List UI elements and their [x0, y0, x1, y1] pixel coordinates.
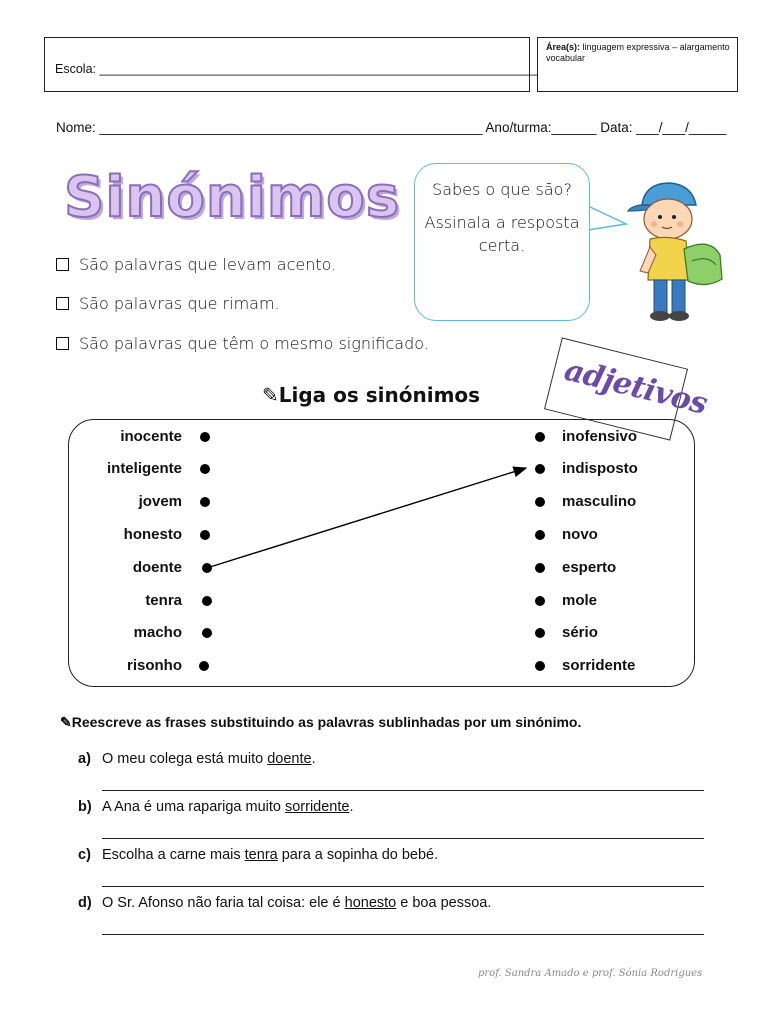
- checkbox-2[interactable]: [56, 297, 69, 310]
- option-1[interactable]: [56, 255, 336, 274]
- area-label: Área(s):: [546, 42, 581, 52]
- sentence-letter: b): [78, 799, 92, 815]
- right-dot-indisposto[interactable]: [535, 464, 545, 474]
- sentence-text: A Ana é uma rapariga muito: [102, 799, 285, 815]
- left-word-honesto: honesto: [123, 526, 182, 543]
- left-dot-macho[interactable]: [202, 628, 212, 638]
- left-dot-jovem[interactable]: [200, 497, 210, 507]
- page-title: Sinónimos: [64, 165, 401, 230]
- answer-line[interactable]: [102, 934, 704, 935]
- right-word-sério: sério: [562, 624, 598, 641]
- speech-bubble: [414, 163, 590, 321]
- right-dot-sério[interactable]: [535, 628, 545, 638]
- option-2[interactable]: [56, 294, 280, 313]
- matching-title: ✎Liga os sinónimos: [262, 383, 481, 407]
- left-word-tenra: tenra: [145, 592, 182, 609]
- right-word-esperto: esperto: [562, 559, 617, 576]
- sentence-text-end: .: [349, 799, 354, 815]
- sentence-text-end: para a sopinha do bebé.: [277, 847, 439, 863]
- answer-line[interactable]: [102, 886, 704, 887]
- left-word-doente: doente: [132, 559, 182, 576]
- sentence-a: [78, 751, 316, 767]
- sentence-letter: a): [78, 751, 91, 767]
- left-dot-honesto[interactable]: [200, 530, 210, 540]
- sentence-letter: c): [78, 847, 91, 863]
- answer-line[interactable]: [102, 790, 704, 791]
- right-word-inofensivo: inofensivo: [562, 428, 638, 445]
- boy-illustration-icon: [620, 175, 730, 325]
- option-3[interactable]: [56, 334, 429, 353]
- underlined-word: sorridente: [284, 799, 350, 815]
- sentence-text: O meu colega está muito: [102, 751, 268, 767]
- left-word-inocente: inocente: [120, 428, 182, 445]
- area-box: [537, 37, 738, 92]
- left-dot-inteligente[interactable]: [200, 464, 210, 474]
- name-class-date-line[interactable]: Nome: ___________________________________________________ Ano/turma:______ Data: ___/___/_____: [56, 120, 727, 135]
- left-dot-tenra[interactable]: [202, 596, 212, 606]
- right-dot-esperto[interactable]: [535, 563, 545, 573]
- left-dot-doente[interactable]: [202, 563, 212, 573]
- sentence-text-end: .: [311, 751, 316, 767]
- right-dot-inofensivo[interactable]: [535, 432, 545, 442]
- school-field[interactable]: Escola: _______________________________________________________________: [55, 62, 538, 76]
- right-word-mole: mole: [562, 592, 598, 609]
- right-word-masculino: masculino: [562, 493, 637, 510]
- sentence-letter: d): [78, 895, 92, 911]
- sentence-text: O Sr. Afonso não faria tal coisa: ele é: [102, 895, 345, 911]
- right-word-sorridente: sorridente: [562, 657, 636, 674]
- right-dot-masculino[interactable]: [535, 497, 545, 507]
- sentence-text-end: e boa pessoa.: [396, 895, 492, 911]
- sentence-b: [78, 799, 354, 815]
- right-dot-mole[interactable]: [535, 596, 545, 606]
- left-word-macho: macho: [133, 624, 182, 641]
- area-text: [546, 42, 731, 64]
- pencil-icon: ✎: [262, 383, 279, 407]
- rewrite-title: ✎Reescreve as frases substituindo as palavras sublinhadas por um sinónimo.: [60, 714, 582, 730]
- checkbox-3[interactable]: [56, 337, 69, 350]
- left-word-jovem: jovem: [138, 493, 182, 510]
- right-dot-sorridente[interactable]: [535, 661, 545, 671]
- adjetivos-label: adjetivos: [560, 352, 711, 422]
- sentence-c: [78, 847, 438, 863]
- sentence-text: Escolha a carne mais: [102, 847, 245, 863]
- right-word-indisposto: indisposto: [562, 460, 638, 477]
- right-dot-novo[interactable]: [535, 530, 545, 540]
- left-dot-risonho[interactable]: [199, 661, 209, 671]
- underlined-word: tenra: [244, 847, 278, 863]
- footer-credit: prof. Sandra Amado e prof. Sónia Rodrigues: [478, 968, 703, 979]
- left-dot-inocente[interactable]: [200, 432, 210, 442]
- area-value: linguagem expressiva – alargamento vocabular: [546, 42, 730, 63]
- right-word-novo: novo: [562, 526, 598, 543]
- underlined-word: honesto: [344, 895, 397, 911]
- option-2-label: São palavras que rimam.: [79, 294, 280, 313]
- bubble-instruction: Assinala a resposta certa.: [424, 213, 580, 255]
- underlined-word: doente: [267, 751, 312, 767]
- bubble-question: Sabes o que são?: [432, 180, 572, 199]
- option-3-label: São palavras que têm o mesmo significado.: [79, 334, 429, 353]
- left-word-risonho: risonho: [127, 657, 182, 674]
- sentence-d: [78, 895, 491, 911]
- option-1-label: São palavras que levam acento.: [79, 255, 337, 274]
- school-box: [44, 37, 538, 92]
- left-word-inteligente: inteligente: [106, 460, 182, 477]
- pencil-icon: ✎: [60, 714, 72, 730]
- answer-line[interactable]: [102, 838, 704, 839]
- checkbox-1[interactable]: [56, 258, 69, 271]
